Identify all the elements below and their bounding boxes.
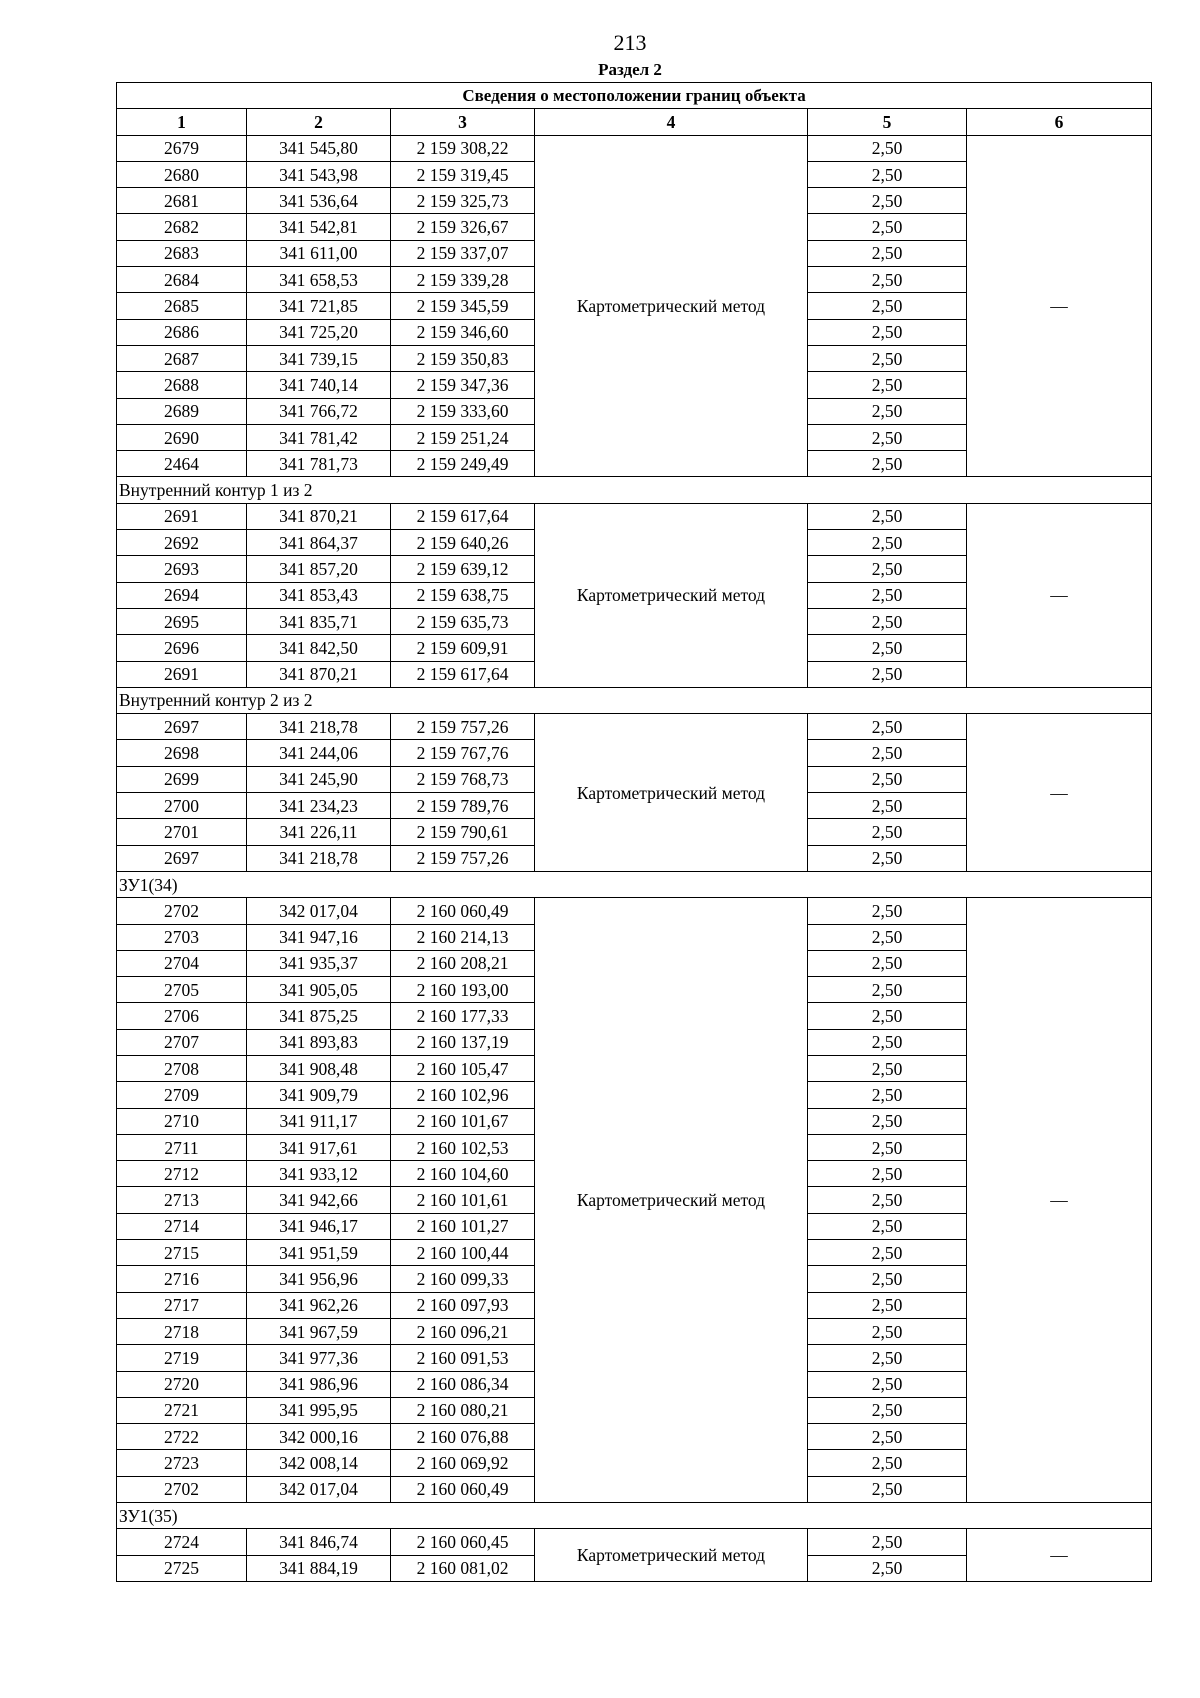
y-coordinate-cell: 2 160 208,21 — [391, 950, 535, 976]
x-coordinate-cell: 341 942,66 — [247, 1187, 391, 1213]
accuracy-cell: 2,50 — [808, 1213, 967, 1239]
x-coordinate-cell: 341 739,15 — [247, 345, 391, 371]
y-coordinate-cell: 2 160 102,96 — [391, 1082, 535, 1108]
y-coordinate-cell: 2 159 251,24 — [391, 424, 535, 450]
column-header: 4 — [535, 109, 808, 135]
x-coordinate-cell: 341 893,83 — [247, 1029, 391, 1055]
y-coordinate-cell: 2 160 060,49 — [391, 1476, 535, 1502]
y-coordinate-cell: 2 159 337,07 — [391, 240, 535, 266]
x-coordinate-cell: 341 864,37 — [247, 530, 391, 556]
accuracy-cell: 2,50 — [808, 188, 967, 214]
point-number-cell: 2720 — [117, 1371, 247, 1397]
y-coordinate-cell: 2 159 326,67 — [391, 214, 535, 240]
point-number-cell: 2682 — [117, 214, 247, 240]
point-number-cell: 2686 — [117, 319, 247, 345]
y-coordinate-cell: 2 160 104,60 — [391, 1161, 535, 1187]
y-coordinate-cell: 2 159 767,76 — [391, 740, 535, 766]
accuracy-cell: 2,50 — [808, 293, 967, 319]
x-coordinate-cell: 341 842,50 — [247, 635, 391, 661]
page-number: 213 — [613, 30, 647, 55]
accuracy-cell: 2,50 — [808, 161, 967, 187]
x-coordinate-cell: 341 846,74 — [247, 1529, 391, 1555]
point-number-cell: 2685 — [117, 293, 247, 319]
contour-label-row — [117, 687, 1152, 713]
x-coordinate-cell: 341 909,79 — [247, 1082, 391, 1108]
y-coordinate-cell: 2 160 099,33 — [391, 1266, 535, 1292]
x-coordinate-cell: 341 766,72 — [247, 398, 391, 424]
accuracy-cell: 2,50 — [808, 398, 967, 424]
table-row — [117, 1529, 1152, 1555]
y-coordinate-cell: 2 159 350,83 — [391, 345, 535, 371]
point-number-cell: 2712 — [117, 1161, 247, 1187]
y-coordinate-cell: 2 159 609,91 — [391, 635, 535, 661]
column-header: 2 — [247, 109, 391, 135]
x-coordinate-cell: 341 857,20 — [247, 556, 391, 582]
point-number-cell: 2713 — [117, 1187, 247, 1213]
y-coordinate-cell: 2 160 069,92 — [391, 1450, 535, 1476]
y-coordinate-cell: 2 159 617,64 — [391, 661, 535, 687]
point-number-cell: 2698 — [117, 740, 247, 766]
column-6-cell: — — [967, 1529, 1152, 1582]
x-coordinate-cell: 341 946,17 — [247, 1213, 391, 1239]
x-coordinate-cell: 341 977,36 — [247, 1345, 391, 1371]
table-row — [117, 135, 1152, 161]
point-number-cell: 2693 — [117, 556, 247, 582]
accuracy-cell: 2,50 — [808, 267, 967, 293]
point-number-cell: 2721 — [117, 1397, 247, 1423]
column-header: 5 — [808, 109, 967, 135]
accuracy-cell: 2,50 — [808, 950, 967, 976]
x-coordinate-cell: 341 870,21 — [247, 503, 391, 529]
accuracy-cell: 2,50 — [808, 977, 967, 1003]
y-coordinate-cell: 2 159 789,76 — [391, 793, 535, 819]
y-coordinate-cell: 2 159 339,28 — [391, 267, 535, 293]
y-coordinate-cell: 2 159 639,12 — [391, 556, 535, 582]
point-number-cell: 2702 — [117, 1476, 247, 1502]
accuracy-cell: 2,50 — [808, 1450, 967, 1476]
point-number-cell: 2725 — [117, 1555, 247, 1581]
point-number-cell: 2697 — [117, 714, 247, 740]
y-coordinate-cell: 2 159 319,45 — [391, 161, 535, 187]
x-coordinate-cell: 341 226,11 — [247, 819, 391, 845]
accuracy-cell: 2,50 — [808, 1055, 967, 1081]
accuracy-cell: 2,50 — [808, 793, 967, 819]
x-coordinate-cell: 341 218,78 — [247, 714, 391, 740]
x-coordinate-cell: 341 245,90 — [247, 766, 391, 792]
x-coordinate-cell: 341 218,78 — [247, 845, 391, 871]
point-number-cell: 2716 — [117, 1266, 247, 1292]
x-coordinate-cell: 341 995,95 — [247, 1397, 391, 1423]
y-coordinate-cell: 2 159 347,36 — [391, 372, 535, 398]
column-6-cell: — — [967, 898, 1152, 1503]
accuracy-cell: 2,50 — [808, 1555, 967, 1581]
x-coordinate-cell: 341 884,19 — [247, 1555, 391, 1581]
point-number-cell: 2679 — [117, 135, 247, 161]
accuracy-cell: 2,50 — [808, 1003, 967, 1029]
point-number-cell: 2724 — [117, 1529, 247, 1555]
x-coordinate-cell: 341 721,85 — [247, 293, 391, 319]
y-coordinate-cell: 2 160 091,53 — [391, 1345, 535, 1371]
accuracy-cell: 2,50 — [808, 766, 967, 792]
x-coordinate-cell: 341 835,71 — [247, 608, 391, 634]
point-number-cell: 2708 — [117, 1055, 247, 1081]
x-coordinate-cell: 341 536,64 — [247, 188, 391, 214]
point-number-cell: 2714 — [117, 1213, 247, 1239]
x-coordinate-cell: 342 017,04 — [247, 898, 391, 924]
accuracy-cell: 2,50 — [808, 1187, 967, 1213]
x-coordinate-cell: 341 986,96 — [247, 1371, 391, 1397]
accuracy-cell: 2,50 — [808, 1082, 967, 1108]
x-coordinate-cell: 341 935,37 — [247, 950, 391, 976]
point-number-cell: 2699 — [117, 766, 247, 792]
x-coordinate-cell: 341 905,05 — [247, 977, 391, 1003]
y-coordinate-cell: 2 160 193,00 — [391, 977, 535, 1003]
y-coordinate-cell: 2 160 080,21 — [391, 1397, 535, 1423]
y-coordinate-cell: 2 159 638,75 — [391, 582, 535, 608]
accuracy-cell: 2,50 — [808, 635, 967, 661]
y-coordinate-cell: 2 160 177,33 — [391, 1003, 535, 1029]
point-number-cell: 2687 — [117, 345, 247, 371]
point-number-cell: 2691 — [117, 661, 247, 687]
table-row — [117, 714, 1152, 740]
accuracy-cell: 2,50 — [808, 1529, 967, 1555]
x-coordinate-cell: 342 017,04 — [247, 1476, 391, 1502]
x-coordinate-cell: 341 911,17 — [247, 1108, 391, 1134]
point-number-cell: 2709 — [117, 1082, 247, 1108]
accuracy-cell: 2,50 — [808, 1397, 967, 1423]
y-coordinate-cell: 2 160 096,21 — [391, 1318, 535, 1344]
y-coordinate-cell: 2 159 757,26 — [391, 714, 535, 740]
point-number-cell: 2703 — [117, 924, 247, 950]
accuracy-cell: 2,50 — [808, 135, 967, 161]
accuracy-cell: 2,50 — [808, 1134, 967, 1160]
x-coordinate-cell: 341 947,16 — [247, 924, 391, 950]
accuracy-cell: 2,50 — [808, 740, 967, 766]
y-coordinate-cell: 2 160 076,88 — [391, 1424, 535, 1450]
column-6-cell: — — [967, 503, 1152, 687]
x-coordinate-cell: 341 611,00 — [247, 240, 391, 266]
column-header: 1 — [117, 109, 247, 135]
y-coordinate-cell: 2 160 105,47 — [391, 1055, 535, 1081]
point-number-cell: 2697 — [117, 845, 247, 871]
contour-label-row — [117, 477, 1152, 503]
accuracy-cell: 2,50 — [808, 898, 967, 924]
point-number-cell: 2688 — [117, 372, 247, 398]
accuracy-cell: 2,50 — [808, 556, 967, 582]
x-coordinate-cell: 341 967,59 — [247, 1318, 391, 1344]
accuracy-cell: 2,50 — [808, 1292, 967, 1318]
y-coordinate-cell: 2 159 333,60 — [391, 398, 535, 424]
accuracy-cell: 2,50 — [808, 530, 967, 556]
point-number-cell: 2700 — [117, 793, 247, 819]
point-number-cell: 2701 — [117, 819, 247, 845]
y-coordinate-cell: 2 159 345,59 — [391, 293, 535, 319]
accuracy-cell: 2,50 — [808, 845, 967, 871]
table-row — [117, 898, 1152, 924]
accuracy-cell: 2,50 — [808, 1476, 967, 1502]
table-caption: Сведения о местоположении границ объекта — [117, 83, 1152, 109]
x-coordinate-cell: 341 545,80 — [247, 135, 391, 161]
accuracy-cell: 2,50 — [808, 661, 967, 687]
table-row — [117, 503, 1152, 529]
accuracy-cell: 2,50 — [808, 924, 967, 950]
method-cell: Картометрический метод — [535, 503, 808, 687]
y-coordinate-cell: 2 159 308,22 — [391, 135, 535, 161]
contour-label: Внутренний контур 2 из 2 — [117, 687, 1152, 713]
accuracy-cell: 2,50 — [808, 319, 967, 345]
point-number-cell: 2704 — [117, 950, 247, 976]
contour-label: ЗУ1(35) — [117, 1503, 1152, 1529]
point-number-cell: 2722 — [117, 1424, 247, 1450]
y-coordinate-cell: 2 159 249,49 — [391, 451, 535, 477]
point-number-cell: 2681 — [117, 188, 247, 214]
point-number-cell: 2706 — [117, 1003, 247, 1029]
point-number-cell: 2695 — [117, 608, 247, 634]
point-number-cell: 2683 — [117, 240, 247, 266]
y-coordinate-cell: 2 160 086,34 — [391, 1371, 535, 1397]
point-number-cell: 2718 — [117, 1318, 247, 1344]
y-coordinate-cell: 2 159 640,26 — [391, 530, 535, 556]
point-number-cell: 2717 — [117, 1292, 247, 1318]
point-number-cell: 2692 — [117, 530, 247, 556]
x-coordinate-cell: 341 956,96 — [247, 1266, 391, 1292]
y-coordinate-cell: 2 159 757,26 — [391, 845, 535, 871]
method-cell: Картометрический метод — [535, 1529, 808, 1582]
x-coordinate-cell: 341 542,81 — [247, 214, 391, 240]
accuracy-cell: 2,50 — [808, 503, 967, 529]
point-number-cell: 2702 — [117, 898, 247, 924]
x-coordinate-cell: 341 234,23 — [247, 793, 391, 819]
x-coordinate-cell: 341 917,61 — [247, 1134, 391, 1160]
accuracy-cell: 2,50 — [808, 1108, 967, 1134]
y-coordinate-cell: 2 160 101,27 — [391, 1213, 535, 1239]
accuracy-cell: 2,50 — [808, 1266, 967, 1292]
accuracy-cell: 2,50 — [808, 714, 967, 740]
accuracy-cell: 2,50 — [808, 1240, 967, 1266]
point-number-cell: 2690 — [117, 424, 247, 450]
column-header-row — [117, 109, 1152, 135]
y-coordinate-cell: 2 160 060,49 — [391, 898, 535, 924]
accuracy-cell: 2,50 — [808, 424, 967, 450]
accuracy-cell: 2,50 — [808, 1318, 967, 1344]
x-coordinate-cell: 341 781,73 — [247, 451, 391, 477]
accuracy-cell: 2,50 — [808, 608, 967, 634]
point-number-cell: 2694 — [117, 582, 247, 608]
accuracy-cell: 2,50 — [808, 1029, 967, 1055]
point-number-cell: 2689 — [117, 398, 247, 424]
x-coordinate-cell: 341 853,43 — [247, 582, 391, 608]
point-number-cell: 2707 — [117, 1029, 247, 1055]
y-coordinate-cell: 2 159 790,61 — [391, 819, 535, 845]
section-title: Раздел 2 — [598, 60, 662, 79]
accuracy-cell: 2,50 — [808, 1345, 967, 1371]
y-coordinate-cell: 2 160 060,45 — [391, 1529, 535, 1555]
accuracy-cell: 2,50 — [808, 1371, 967, 1397]
point-number-cell: 2710 — [117, 1108, 247, 1134]
y-coordinate-cell: 2 160 214,13 — [391, 924, 535, 950]
point-number-cell: 2684 — [117, 267, 247, 293]
x-coordinate-cell: 341 658,53 — [247, 267, 391, 293]
method-cell: Картометрический метод — [535, 898, 808, 1503]
accuracy-cell: 2,50 — [808, 1161, 967, 1187]
point-number-cell: 2715 — [117, 1240, 247, 1266]
point-number-cell: 2691 — [117, 503, 247, 529]
accuracy-cell: 2,50 — [808, 240, 967, 266]
x-coordinate-cell: 341 740,14 — [247, 372, 391, 398]
boundary-coordinates-table — [116, 82, 1152, 1582]
contour-label: ЗУ1(34) — [117, 871, 1152, 897]
accuracy-cell: 2,50 — [808, 819, 967, 845]
contour-label-row — [117, 1503, 1152, 1529]
y-coordinate-cell: 2 159 346,60 — [391, 319, 535, 345]
y-coordinate-cell: 2 160 097,93 — [391, 1292, 535, 1318]
contour-label-row — [117, 871, 1152, 897]
column-6-cell: — — [967, 135, 1152, 477]
x-coordinate-cell: 341 951,59 — [247, 1240, 391, 1266]
y-coordinate-cell: 2 160 137,19 — [391, 1029, 535, 1055]
point-number-cell: 2680 — [117, 161, 247, 187]
method-cell: Картометрический метод — [535, 714, 808, 872]
accuracy-cell: 2,50 — [808, 345, 967, 371]
x-coordinate-cell: 341 962,26 — [247, 1292, 391, 1318]
y-coordinate-cell: 2 159 617,64 — [391, 503, 535, 529]
point-number-cell: 2719 — [117, 1345, 247, 1371]
x-coordinate-cell: 342 008,14 — [247, 1450, 391, 1476]
point-number-cell: 2705 — [117, 977, 247, 1003]
accuracy-cell: 2,50 — [808, 372, 967, 398]
y-coordinate-cell: 2 159 768,73 — [391, 766, 535, 792]
y-coordinate-cell: 2 160 081,02 — [391, 1555, 535, 1581]
accuracy-cell: 2,50 — [808, 1424, 967, 1450]
x-coordinate-cell: 342 000,16 — [247, 1424, 391, 1450]
point-number-cell: 2696 — [117, 635, 247, 661]
x-coordinate-cell: 341 244,06 — [247, 740, 391, 766]
accuracy-cell: 2,50 — [808, 451, 967, 477]
column-6-cell: — — [967, 714, 1152, 872]
x-coordinate-cell: 341 781,42 — [247, 424, 391, 450]
x-coordinate-cell: 341 870,21 — [247, 661, 391, 687]
x-coordinate-cell: 341 875,25 — [247, 1003, 391, 1029]
table-body — [117, 135, 1152, 1581]
accuracy-cell: 2,50 — [808, 582, 967, 608]
y-coordinate-cell: 2 160 101,67 — [391, 1108, 535, 1134]
y-coordinate-cell: 2 159 325,73 — [391, 188, 535, 214]
x-coordinate-cell: 341 543,98 — [247, 161, 391, 187]
point-number-cell: 2464 — [117, 451, 247, 477]
point-number-cell: 2723 — [117, 1450, 247, 1476]
column-header: 3 — [391, 109, 535, 135]
point-number-cell: 2711 — [117, 1134, 247, 1160]
y-coordinate-cell: 2 160 102,53 — [391, 1134, 535, 1160]
y-coordinate-cell: 2 159 635,73 — [391, 608, 535, 634]
accuracy-cell: 2,50 — [808, 214, 967, 240]
x-coordinate-cell: 341 725,20 — [247, 319, 391, 345]
y-coordinate-cell: 2 160 100,44 — [391, 1240, 535, 1266]
column-header: 6 — [967, 109, 1152, 135]
y-coordinate-cell: 2 160 101,61 — [391, 1187, 535, 1213]
method-cell: Картометрический метод — [535, 135, 808, 477]
contour-label: Внутренний контур 1 из 2 — [117, 477, 1152, 503]
x-coordinate-cell: 341 908,48 — [247, 1055, 391, 1081]
x-coordinate-cell: 341 933,12 — [247, 1161, 391, 1187]
